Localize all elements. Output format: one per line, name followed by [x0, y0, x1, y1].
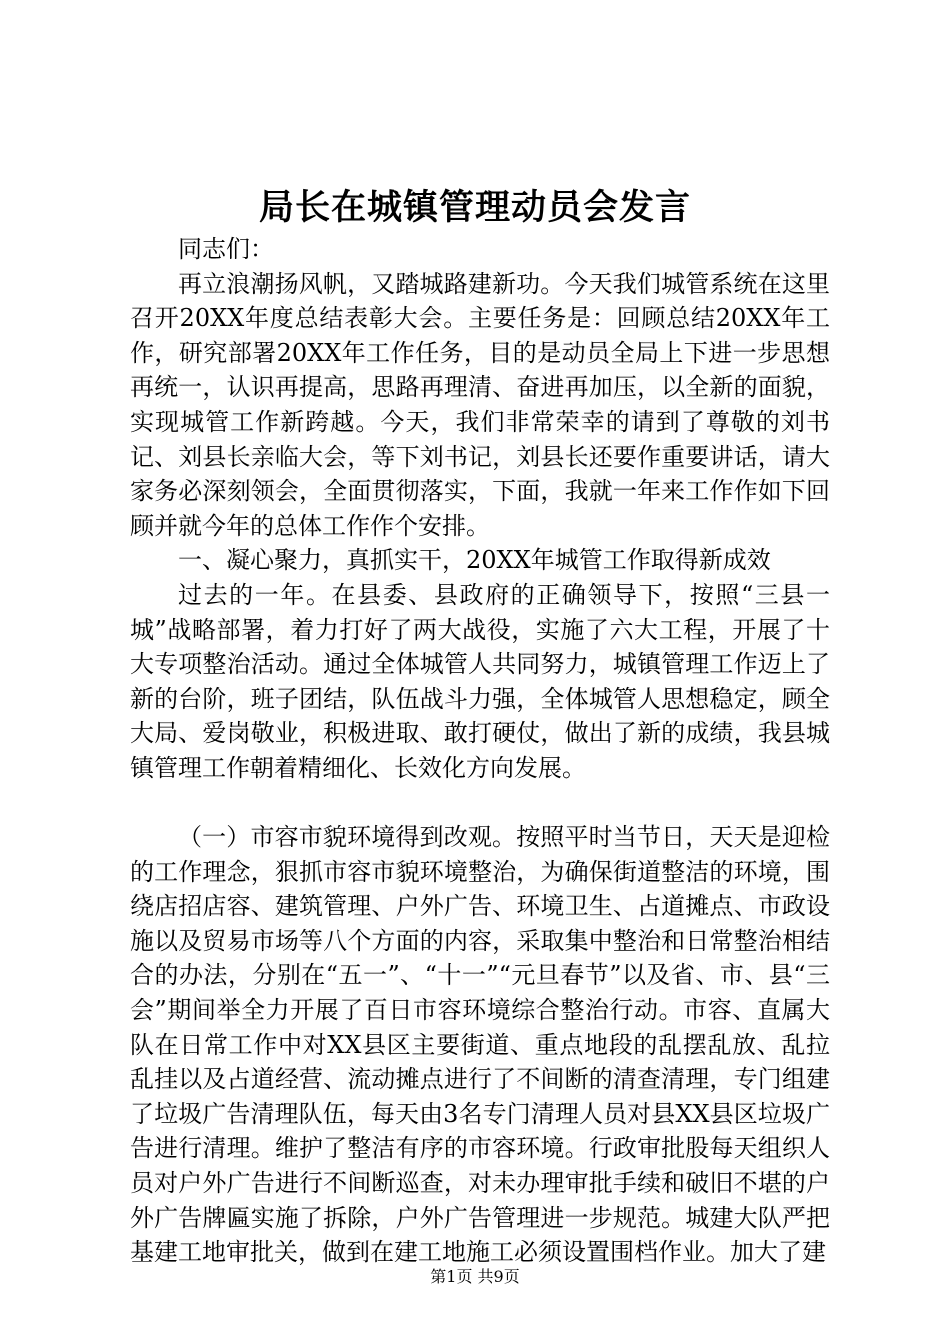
body-paragraph: 过去的一年。在县委、县政府的正确领导下，按照“三县一城”战略部署，着力打好了两大战役，实施了六大工程，开展了十大专项整治活动。通过全体城管人共同努力，城镇管理工作迈上了新的台阶，班子团结，队伍战斗力强，全体城管人思想稳定，顾全大局、爱岗敬业，积极进取、敢打硬仗，做出了新的成绩，我县城镇管理工作朝着精细化、长效化方向发展。 — [130, 580, 830, 782]
body-paragraph: （一）市容市貌环境得到改观。按照平时当节日，天天是迎检的工作理念，狠抓市容市貌环境整治，为确保街道整洁的环境，围绕店招店容、建筑管理、户外广告、环境卫生、占道摊点、市政设施以及贸易市场等八个方面的内容，采取集中整治和日常整治相结合的办法，分别在“五一”、“十一”“元旦春节”以及省、市、县“三会”期间举全力开展了百日市容环境综合整治行动。市容、直属大队在日常工作中对XX县区主要街道、重点地段的乱摆乱放、乱拉乱挂以及占道经营、流动摊点进行了不间断的清查清理，专门组建了垃圾广告清理队伍，每天由3名专门清理人员对县XX县区垃圾广告进行清理。维护了整洁有序的市容环境。行政审批股每天组织人员对户外广告进行不间断巡查，对未办理审批手续和破旧不堪的户外广告牌匾实施了拆除，户外广告管理进一步规范。城建大队严把基建工地审批关，做到在建工地施工必须设置围档作业。加大了建 — [130, 823, 830, 1267]
section-heading: 一、凝心聚力，真抓实干，20XX年城管工作取得新成效 — [178, 546, 771, 575]
document-title: 局长在城镇管理动员会发言 — [258, 187, 691, 228]
salutation: 同志们： — [178, 235, 274, 263]
document-body — [130, 232, 830, 1270]
body-paragraph: 再立浪潮扬风帆，又踏城路建新功。今天我们城管系统在这里召开20XX年度总结表彰大会。主要任务是：回顾总结20XX年工作，研究部署20XX年工作任务，目的是动员全局上下进一步思想再统一，认识再提高，思路再理清、奋进再加压，以全新的面貌，实现城管工作新跨越。今天，我们非常荣幸的请到了尊敬的刘书记、刘县长亲临大会，等下刘书记，刘县长还要作重要讲话，请大家务必深刻领会，全面贯彻落实，下面，我就一年来工作作如下回顾并就今年的总体工作作个安排。 — [130, 269, 830, 540]
page-footer: 第1页 共9页 — [430, 1267, 520, 1286]
